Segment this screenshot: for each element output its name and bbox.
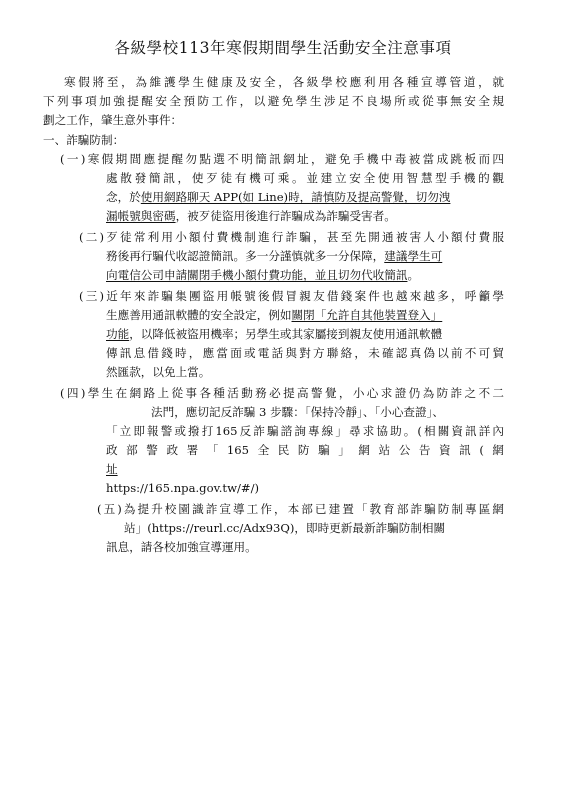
item-4-line-1: (四)學生在網路上從事各種活動務必提高警覺，小心求證仍為防詐之不二: [60, 386, 504, 400]
item-1-line-3-text: 念，於: [106, 190, 141, 204]
item-5-line-1: (五)為提升校園識詐宣導工作，本部已建置「教育部詐騙防制專區網: [97, 502, 504, 516]
item-3-line-3: [106, 325, 442, 343]
item-3-line-1: (三)近年來詐騙集團盜用帳號後假冒親友借錢案件也越來越多，呼籲學: [79, 289, 504, 303]
item-2-line-2-text: 務後再行騙代收認證簡訊。多一分謹慎就多一分保障，: [106, 249, 385, 263]
item-3-line-3-text: ，以降低被盜用機率；另學生或其家屬接到親友使用通訊軟體: [129, 327, 443, 341]
item-4-line-4: 政部警政署「165全民防騙」網站公告資訊(網: [106, 443, 504, 457]
item-3-line-2-underlined: 關閉「允許自其他裝置登入」: [291, 308, 443, 322]
item-2-line-3: [106, 266, 419, 284]
item-2-line-2-underlined: 建議學生可: [384, 249, 443, 263]
item-4-line-5: 址: [106, 462, 118, 476]
item-3-line-3-underlined: 功能: [106, 327, 130, 341]
intro-line-1: 寒假將至，為維護學生健康及安全，各級學校應利用各種宣導管道，就: [64, 75, 504, 89]
item-2-line-1: (二)歹徒常利用小額付費機制進行詐騙，甚至先開通被害人小額付費服: [79, 230, 504, 244]
document-title: 各級學校113年寒假期間學生活動安全注意事項: [114, 39, 452, 57]
item-3-line-5: 然匯款，以免上當。: [106, 365, 211, 379]
item-2-line-2: [106, 247, 442, 265]
section-heading-fraud: 一、詐騙防制：: [43, 133, 125, 147]
item-3-line-2-text: 生應善用通訊軟體的安全設定，例如: [106, 308, 292, 322]
item-5-line-3: 訊息，請各校加強宣導運用。: [106, 540, 257, 554]
item-1-line-1: (一)寒假期間應提醒勿點選不明簡訊網址，避免手機中毒被當成跳板而四: [60, 152, 504, 166]
item-2-line-3-underlined: 向電信公司申請關閉手機小額付費功能，並且切勿代收簡訊: [106, 268, 408, 282]
item-1-line-4-underlined: 漏帳號與密碼: [106, 209, 176, 223]
item-4-line-3: 「立即報警或撥打165反詐騙諮詢專線」尋求協助。(相關資訊詳內: [106, 424, 504, 438]
item-1-line-3: [106, 188, 450, 206]
item-1-line-2: 處散發簡訊，使歹徒有機可乘。並建立安全使用智慧型手機的觀: [106, 171, 504, 185]
item-2-line-3-text: 。: [407, 268, 420, 282]
item-5-line-2: 站」(https://reurl.cc/Adx93Q)，即時更新最新詐騙防制相關: [124, 521, 446, 535]
intro-line-3: 劃之工作，肇生意外事件：: [43, 113, 183, 127]
item-4-url: https://165.npa.gov.tw/#/): [106, 481, 260, 495]
intro-line-2: 下列事項加強提醒安全預防工作，以避免學生涉足不良場所或從事無安全規: [43, 94, 504, 108]
item-3-line-2: [106, 306, 442, 324]
item-3-line-4: 傳訊息借錢時，應當面或電話與對方聯絡，未確認真偽以前不可貿: [106, 346, 504, 360]
item-1-line-4-text: ，被歹徒盜用後進行詐騙成為詐騙受害者。: [175, 209, 396, 223]
item-4-line-2: 法門，應切記反詐騙 3 步驟：「保持冷靜」、「小心查證」、: [151, 405, 444, 419]
item-1-line-4: [106, 207, 396, 225]
item-1-line-3-underlined: 使用網路聊天 APP(如 Line)時，請慎防及提高警覺，切勿洩: [140, 190, 451, 204]
